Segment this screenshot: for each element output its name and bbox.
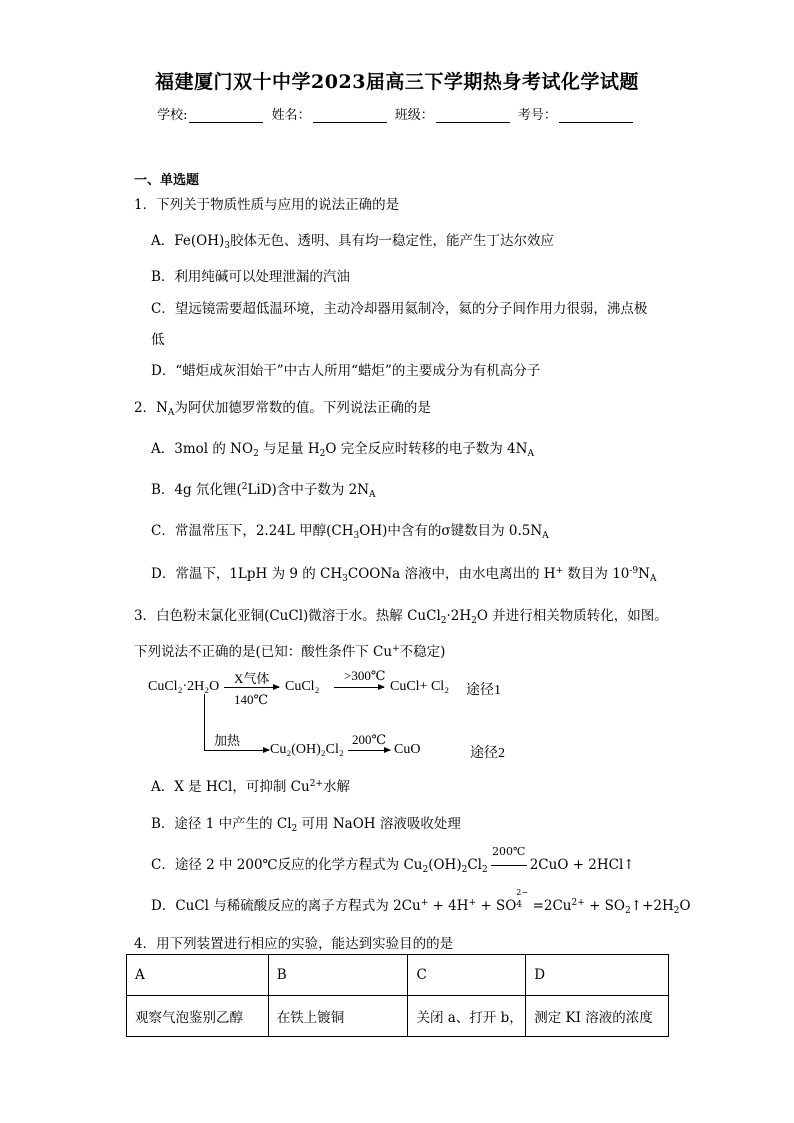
q1-option-c: C．望远镜需要超低温环境，主动冷却器用氦制冷，氦的分子间作用力很弱，沸点极 — [151, 301, 648, 317]
scheme-product1: CuCl+ Cl₂ — [390, 679, 450, 694]
class-label: 班级： — [394, 108, 434, 123]
table-cell: 观察气泡鉴别乙醇 — [127, 996, 269, 1037]
table-header-cell: B — [268, 955, 408, 996]
class-blank[interactable] — [436, 108, 510, 123]
q2-option-a: A．3mol 的 $NO_2$ 与足量 $H_2O$ 完全反应时转移的电子数为 $4N_A$ — [151, 441, 534, 459]
q4-table — [126, 954, 669, 1037]
exam-no-blank[interactable] — [559, 108, 633, 123]
scheme-branch-line — [204, 694, 205, 750]
q4-stem: 4．用下列装置进行相应的实验，能达到实验目的的是 — [134, 936, 454, 952]
q3-stem-line2: 下列说法不正确的是(已知：酸性条件下 Cu+不稳定) — [134, 644, 446, 660]
q2-option-d: D．常温下，1LpH 为 9 的 $CH_3COONa$ 溶液中，由水电离出的 H+ 数目为 $10^{-9}N_A$ — [151, 566, 657, 584]
q2-stem: 2．$N_A$为阿伏加德罗常数的值。下列说法正确的是 — [134, 400, 431, 418]
table-header-row — [127, 955, 669, 996]
scheme-heat: 加热 — [214, 733, 241, 748]
q3-option-b: B．途径 1 中产生的 $Cl_2$ 可用 NaOH 溶液吸收处理 — [151, 816, 461, 834]
student-info-line — [0, 104, 794, 123]
q3-c-condition: 200℃ — [492, 845, 526, 858]
school-blank[interactable] — [189, 108, 263, 123]
q2-option-c: C．常温常压下，2.24L 甲醇$(CH_3OH)$中含有的σ键数目为 $0.5N_A$ — [151, 523, 549, 541]
q3-option-a: A．X 是 HCl，可抑制 $Cu^{2+}$水解 — [151, 779, 350, 795]
q3-stem-line1: 3．白色粉末氯化亚铜(CuCl)微溶于水。热解 $CuCl_2\cdot 2H_2O$ 并进行相关物质转化，如图。 — [134, 608, 668, 626]
table-cell: 关闭 a、打开 b， — [408, 996, 526, 1037]
q1-option-b: B．利用纯碱可以处理泄漏的汽油 — [151, 269, 350, 285]
scheme-start: CuCl₂·2H₂O — [148, 679, 220, 694]
q1-option-d: D．“蜡炬成灰泪始干”中古人所用“蜡炬”的主要成分为有机高分子 — [151, 363, 541, 379]
scheme-arrow-3 — [204, 750, 269, 751]
scheme-route2: 途径2 — [470, 746, 505, 761]
q1-stem: 1．下列关于物质性质与应用的说法正确的是 — [134, 197, 400, 213]
table-cell: 在铁上镀铜 — [268, 996, 408, 1037]
name-blank[interactable] — [313, 108, 387, 123]
scheme-cucl2: CuCl₂ — [285, 679, 320, 694]
scheme-route1: 途径1 — [466, 683, 501, 698]
table-row — [127, 996, 669, 1037]
scheme-temp140: 140℃ — [234, 692, 269, 707]
exam-no-label: 考号： — [517, 108, 557, 123]
scheme-cuo: CuO — [394, 742, 421, 757]
table-header-cell: A — [127, 955, 269, 996]
section-heading: 一、单选题 — [134, 173, 200, 188]
q2-option-b: B．4g 氘化锂($^2$LiD)含中子数为 $2N_A$ — [151, 482, 376, 500]
q1-option-c-cont: 低 — [151, 332, 165, 348]
name-label: 姓名： — [271, 108, 311, 123]
table-header-cell: D — [526, 955, 669, 996]
table-header-cell: C — [408, 955, 526, 996]
scheme-arrow-1 — [224, 687, 279, 688]
scheme-cuoh: Cu₂(OH)₂Cl₂ — [270, 742, 344, 757]
scheme-arrow-2 — [334, 687, 384, 688]
reaction-scheme — [148, 668, 528, 768]
q3-option-c: C．途径 2 中 200℃反应的化学方程式为 $Cu_2(OH)_2Cl_2$ 200℃ 2CuO + 2HCl↑ — [151, 845, 635, 875]
q3-option-d: D．CuCl 与稀硫酸反应的离子方程式为 2Cu+ + 4H+ + SO 2− 4 $=2Cu^{2+}$ + $SO_2↑+2H_2O$ — [151, 888, 691, 916]
q1-option-a: A．$Fe(OH)_3$胶体无色、透明、具有均一稳定性，能产生丁达尔效应 — [151, 233, 554, 251]
scheme-arrow-4 — [348, 750, 390, 751]
scheme-x-gas: X气体 — [234, 671, 270, 686]
page-title: 福建厦门双十中学2023届高三下学期热身考试化学试题 — [155, 71, 639, 93]
school-label: 学校: — [157, 108, 188, 123]
scheme-gt300: >300℃ — [344, 668, 386, 683]
scheme-temp200: 200℃ — [352, 732, 387, 747]
table-cell: 测定 KI 溶液的浓度 — [526, 996, 669, 1037]
